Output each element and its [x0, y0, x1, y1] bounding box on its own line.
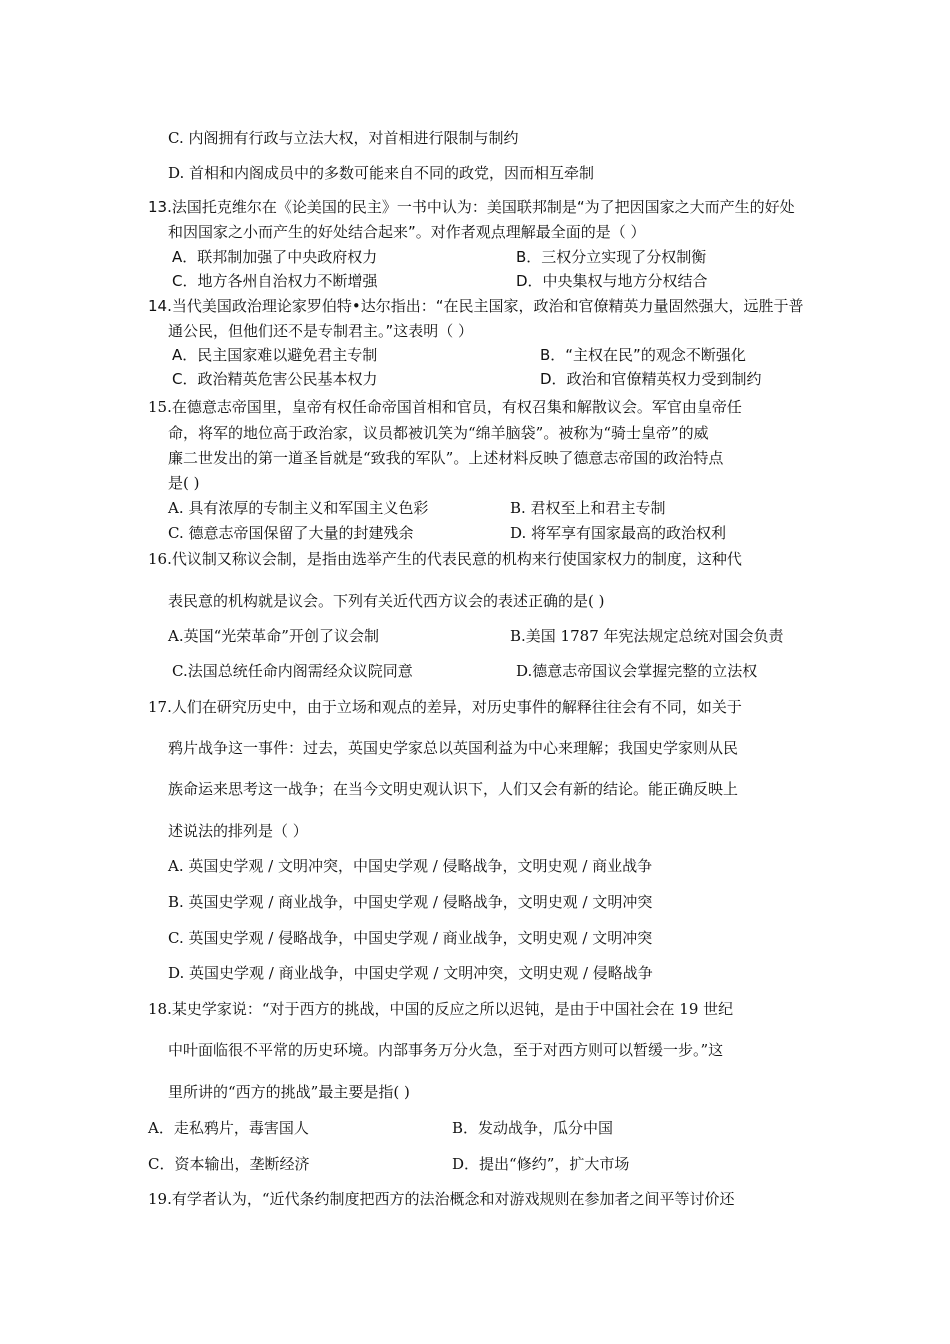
q17-option-d: D. 英国史学观 / 商业战争，中国史学观 / 文明冲突，文明史观 / 侵略战争	[168, 964, 653, 982]
q18-stem-line-2: 中叶面临很不平常的历史环境。内部事务万分火急，至于对西方则可以暂缓一步。”这	[168, 1041, 724, 1059]
q16-stem-line-2: 表民意的机构就是议会。下列有关近代西方议会的表述正确的是( )	[168, 592, 605, 610]
q17-option-c: C. 英国史学观 / 侵略战争，中国史学观 / 商业战争，文明史观 / 文明冲突	[168, 929, 653, 947]
q18-stem-line-3: 里所讲的“西方的挑战”最主要是指( )	[168, 1083, 410, 1101]
q16-option-c: C.法国总统任命内阁需经众议院同意	[172, 662, 413, 680]
q14-stem-line-2: 通公民，但他们还不是专制君主。”这表明（ ）	[168, 322, 474, 340]
q14-stem-line-1: 14.当代美国政治理论家罗伯特•达尔指出：“在民主国家，政治和官僚精英力量固然强大，远胜于普	[148, 297, 804, 315]
q18-option-a: A．走私鸦片，毒害国人	[148, 1119, 309, 1137]
q12-option-d: D. 首相和内阁成员中的多数可能来自不同的政党，因而相互牵制	[168, 164, 595, 182]
q15-stem-line-1: 15.在德意志帝国里，皇帝有权任命帝国首相和官员，有权召集和解散议会。军官由皇帝任	[148, 398, 742, 416]
q13-option-c: C．地方各州自治权力不断增强	[172, 272, 378, 290]
q17-stem-line-3: 族命运来思考这一战争；在当今文明史观认识下，人们又会有新的结论。能正确反映上	[168, 780, 739, 798]
q17-stem-line-1: 17.人们在研究历史中，由于立场和观点的差异，对历史事件的解释往往会有不同，如关于	[148, 698, 742, 716]
q15-stem-line-2: 命，将军的地位高于政治家，议员都被讥笑为“绵羊脑袋”。被称为“骑士皇帝”的威	[168, 424, 709, 442]
q17-stem-line-2: 鸦片战争这一事件：过去，英国史学家总以英国利益为中心来理解；我国史学家则从民	[168, 739, 739, 757]
q18-option-d: D．提出“修约”，扩大市场	[452, 1155, 630, 1173]
q13-option-a: A．联邦制加强了中央政府权力	[172, 248, 378, 266]
q12-option-c: C. 内阁拥有行政与立法大权，对首相进行限制与制约	[168, 129, 519, 147]
q17-stem-line-4: 述说法的排列是（ ）	[168, 822, 308, 840]
q18-option-b: B．发动战争，瓜分中国	[452, 1119, 614, 1137]
q15-option-d: D. 将军享有国家最高的政治权利	[510, 524, 727, 542]
q17-option-a: A. 英国史学观 / 文明冲突，中国史学观 / 侵略战争，文明史观 / 商业战争	[168, 857, 653, 875]
q18-stem-line-1: 18.某史学家说：“对于西方的挑战，中国的反应之所以迟钝，是由于中国社会在 19 世纪	[148, 1000, 734, 1018]
q14-option-a: A．民主国家难以避免君主专制	[172, 346, 378, 364]
q16-option-d: D.德意志帝国议会掌握完整的立法权	[516, 662, 758, 680]
q15-option-a: A. 具有浓厚的专制主义和军国主义色彩	[168, 499, 429, 517]
q17-option-b: B. 英国史学观 / 商业战争，中国史学观 / 侵略战争，文明史观 / 文明冲突	[168, 893, 653, 911]
q19-stem-line-1: 19.有学者认为，“近代条约制度把西方的法治概念和对游戏规则在参加者之间平等讨价还	[148, 1190, 735, 1208]
q16-stem-line-1: 16.代议制又称议会制，是指由选举产生的代表民意的机构来行使国家权力的制度，这种代	[148, 550, 742, 568]
q13-stem-line-2: 和因国家之小而产生的好处结合起来”。对作者观点理解最全面的是（ ）	[168, 223, 646, 241]
q14-option-d: D．政治和官僚精英权力受到制约	[540, 370, 762, 388]
q16-option-b: B.美国 1787 年宪法规定总统对国会负责	[510, 627, 784, 645]
q13-stem-line-1: 13.法国托克维尔在《论美国的民主》一书中认为：美国联邦制是“为了把因国家之大而产生的好处	[148, 198, 795, 216]
q15-stem-line-3: 廉二世发出的第一道圣旨就是“致我的军队”。上述材料反映了德意志帝国的政治特点	[168, 449, 724, 467]
q14-option-c: C．政治精英危害公民基本权力	[172, 370, 378, 388]
q18-option-c: C．资本输出，垄断经济	[148, 1155, 310, 1173]
q14-option-b: B．“主权在民”的观念不断强化	[540, 346, 746, 364]
q15-stem-line-4: 是( )	[168, 474, 200, 492]
q15-option-c: C. 德意志帝国保留了大量的封建残余	[168, 524, 414, 542]
q13-option-d: D．中央集权与地方分权结合	[516, 272, 708, 290]
q13-option-b: B．三权分立实现了分权制衡	[516, 248, 707, 266]
q16-option-a: A.英国“光荣革命”开创了议会制	[168, 627, 379, 645]
q15-option-b: B. 君权至上和君主专制	[510, 499, 666, 517]
